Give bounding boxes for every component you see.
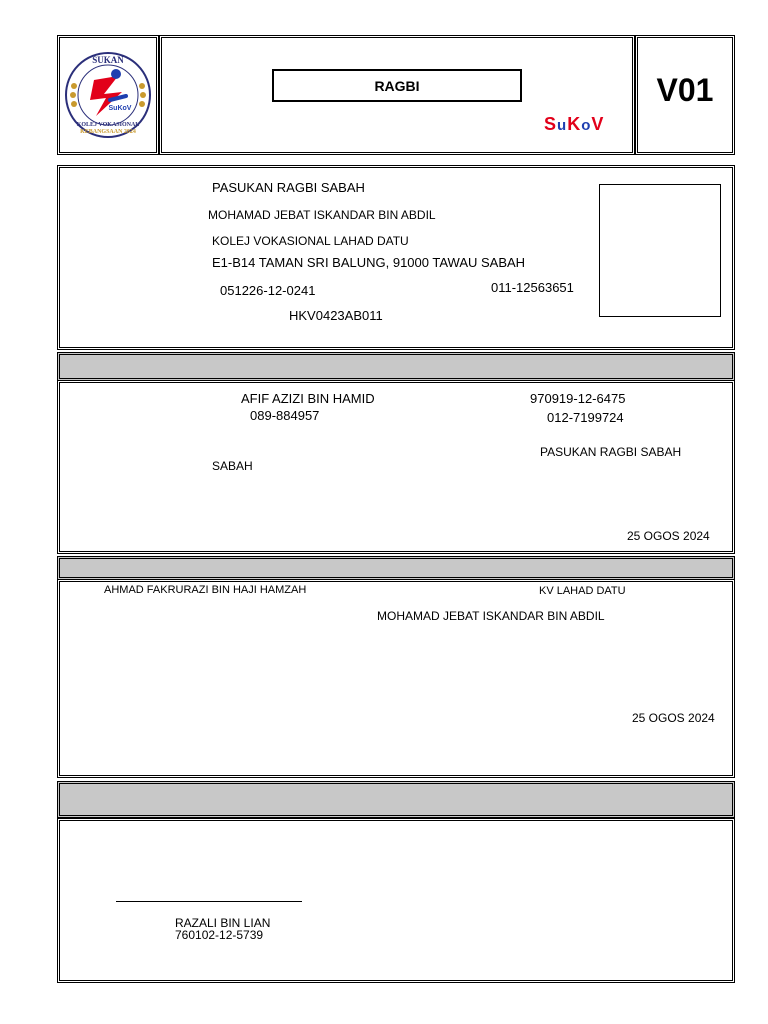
section-band-1 bbox=[57, 352, 735, 381]
signature-line bbox=[116, 901, 302, 902]
logo-bottom-text: KEBANGSAAN 2024 bbox=[80, 129, 136, 135]
player-ic-number: 051226-12-0241 bbox=[220, 283, 316, 298]
manager-team: PASUKAN RAGBI SABAH bbox=[540, 445, 682, 459]
title-box bbox=[159, 35, 635, 155]
player-name: MOHAMAD JEBAT ISKANDAR BIN ABDIL bbox=[208, 208, 436, 222]
brand-s: S bbox=[544, 114, 558, 134]
brand-v: V bbox=[591, 114, 605, 134]
manager-ic-number: 970919-12-6475 bbox=[530, 391, 626, 406]
principal-name: AHMAD FAKRURAZI BIN HAJI HAMZAH bbox=[104, 584, 307, 596]
brand-u: u bbox=[557, 117, 568, 134]
manager-date: 25 OGOS 2024 bbox=[627, 529, 710, 543]
player-team: PASUKAN RAGBI SABAH bbox=[212, 180, 365, 195]
verifier-ic-number: 760102-12-5739 bbox=[175, 928, 264, 942]
principal-date: 25 OGOS 2024 bbox=[632, 711, 715, 725]
sukov-logo bbox=[60, 38, 156, 152]
manager-mobile: 012-7199724 bbox=[547, 410, 624, 425]
manager-name: AFIF AZIZI BIN HAMID bbox=[241, 391, 375, 406]
form-code: V01 bbox=[656, 71, 714, 108]
brand-k: K bbox=[567, 114, 582, 134]
manager-section bbox=[57, 380, 735, 554]
brand-o: o bbox=[581, 117, 592, 134]
code-box bbox=[635, 35, 735, 155]
player-institution: KOLEJ VOKASIONAL LAHAD DATU bbox=[212, 234, 409, 248]
logo-top-text: SUKAN bbox=[92, 55, 124, 65]
manager-state: SABAH bbox=[212, 459, 253, 473]
principal-player-name: MOHAMAD JEBAT ISKANDAR BIN ABDIL bbox=[377, 609, 605, 623]
player-phone: 011-12563651 bbox=[491, 280, 574, 295]
principal-college: KV LAHAD DATU bbox=[539, 585, 626, 597]
sport-label: RAGBI bbox=[374, 77, 420, 94]
player-reg-number: HKV0423AB011 bbox=[289, 308, 383, 323]
player-address: E1-B14 TAMAN SRI BALUNG, 91000 TAWAU SABAH bbox=[212, 255, 526, 270]
logo-emblem-text: SuKoV bbox=[108, 105, 132, 112]
sport-label-box bbox=[272, 69, 522, 102]
section-band-3 bbox=[57, 781, 735, 818]
logo-box bbox=[57, 35, 159, 155]
manager-office-phone: 089-884957 bbox=[250, 408, 320, 423]
logo-middle-text: KOLEJ VOKASIONAL bbox=[76, 122, 140, 128]
brand-wordmark bbox=[544, 114, 604, 135]
photo-box bbox=[599, 184, 721, 317]
section-band-2 bbox=[57, 556, 735, 580]
verifier-name: RAZALI BIN LIAN bbox=[175, 916, 271, 930]
